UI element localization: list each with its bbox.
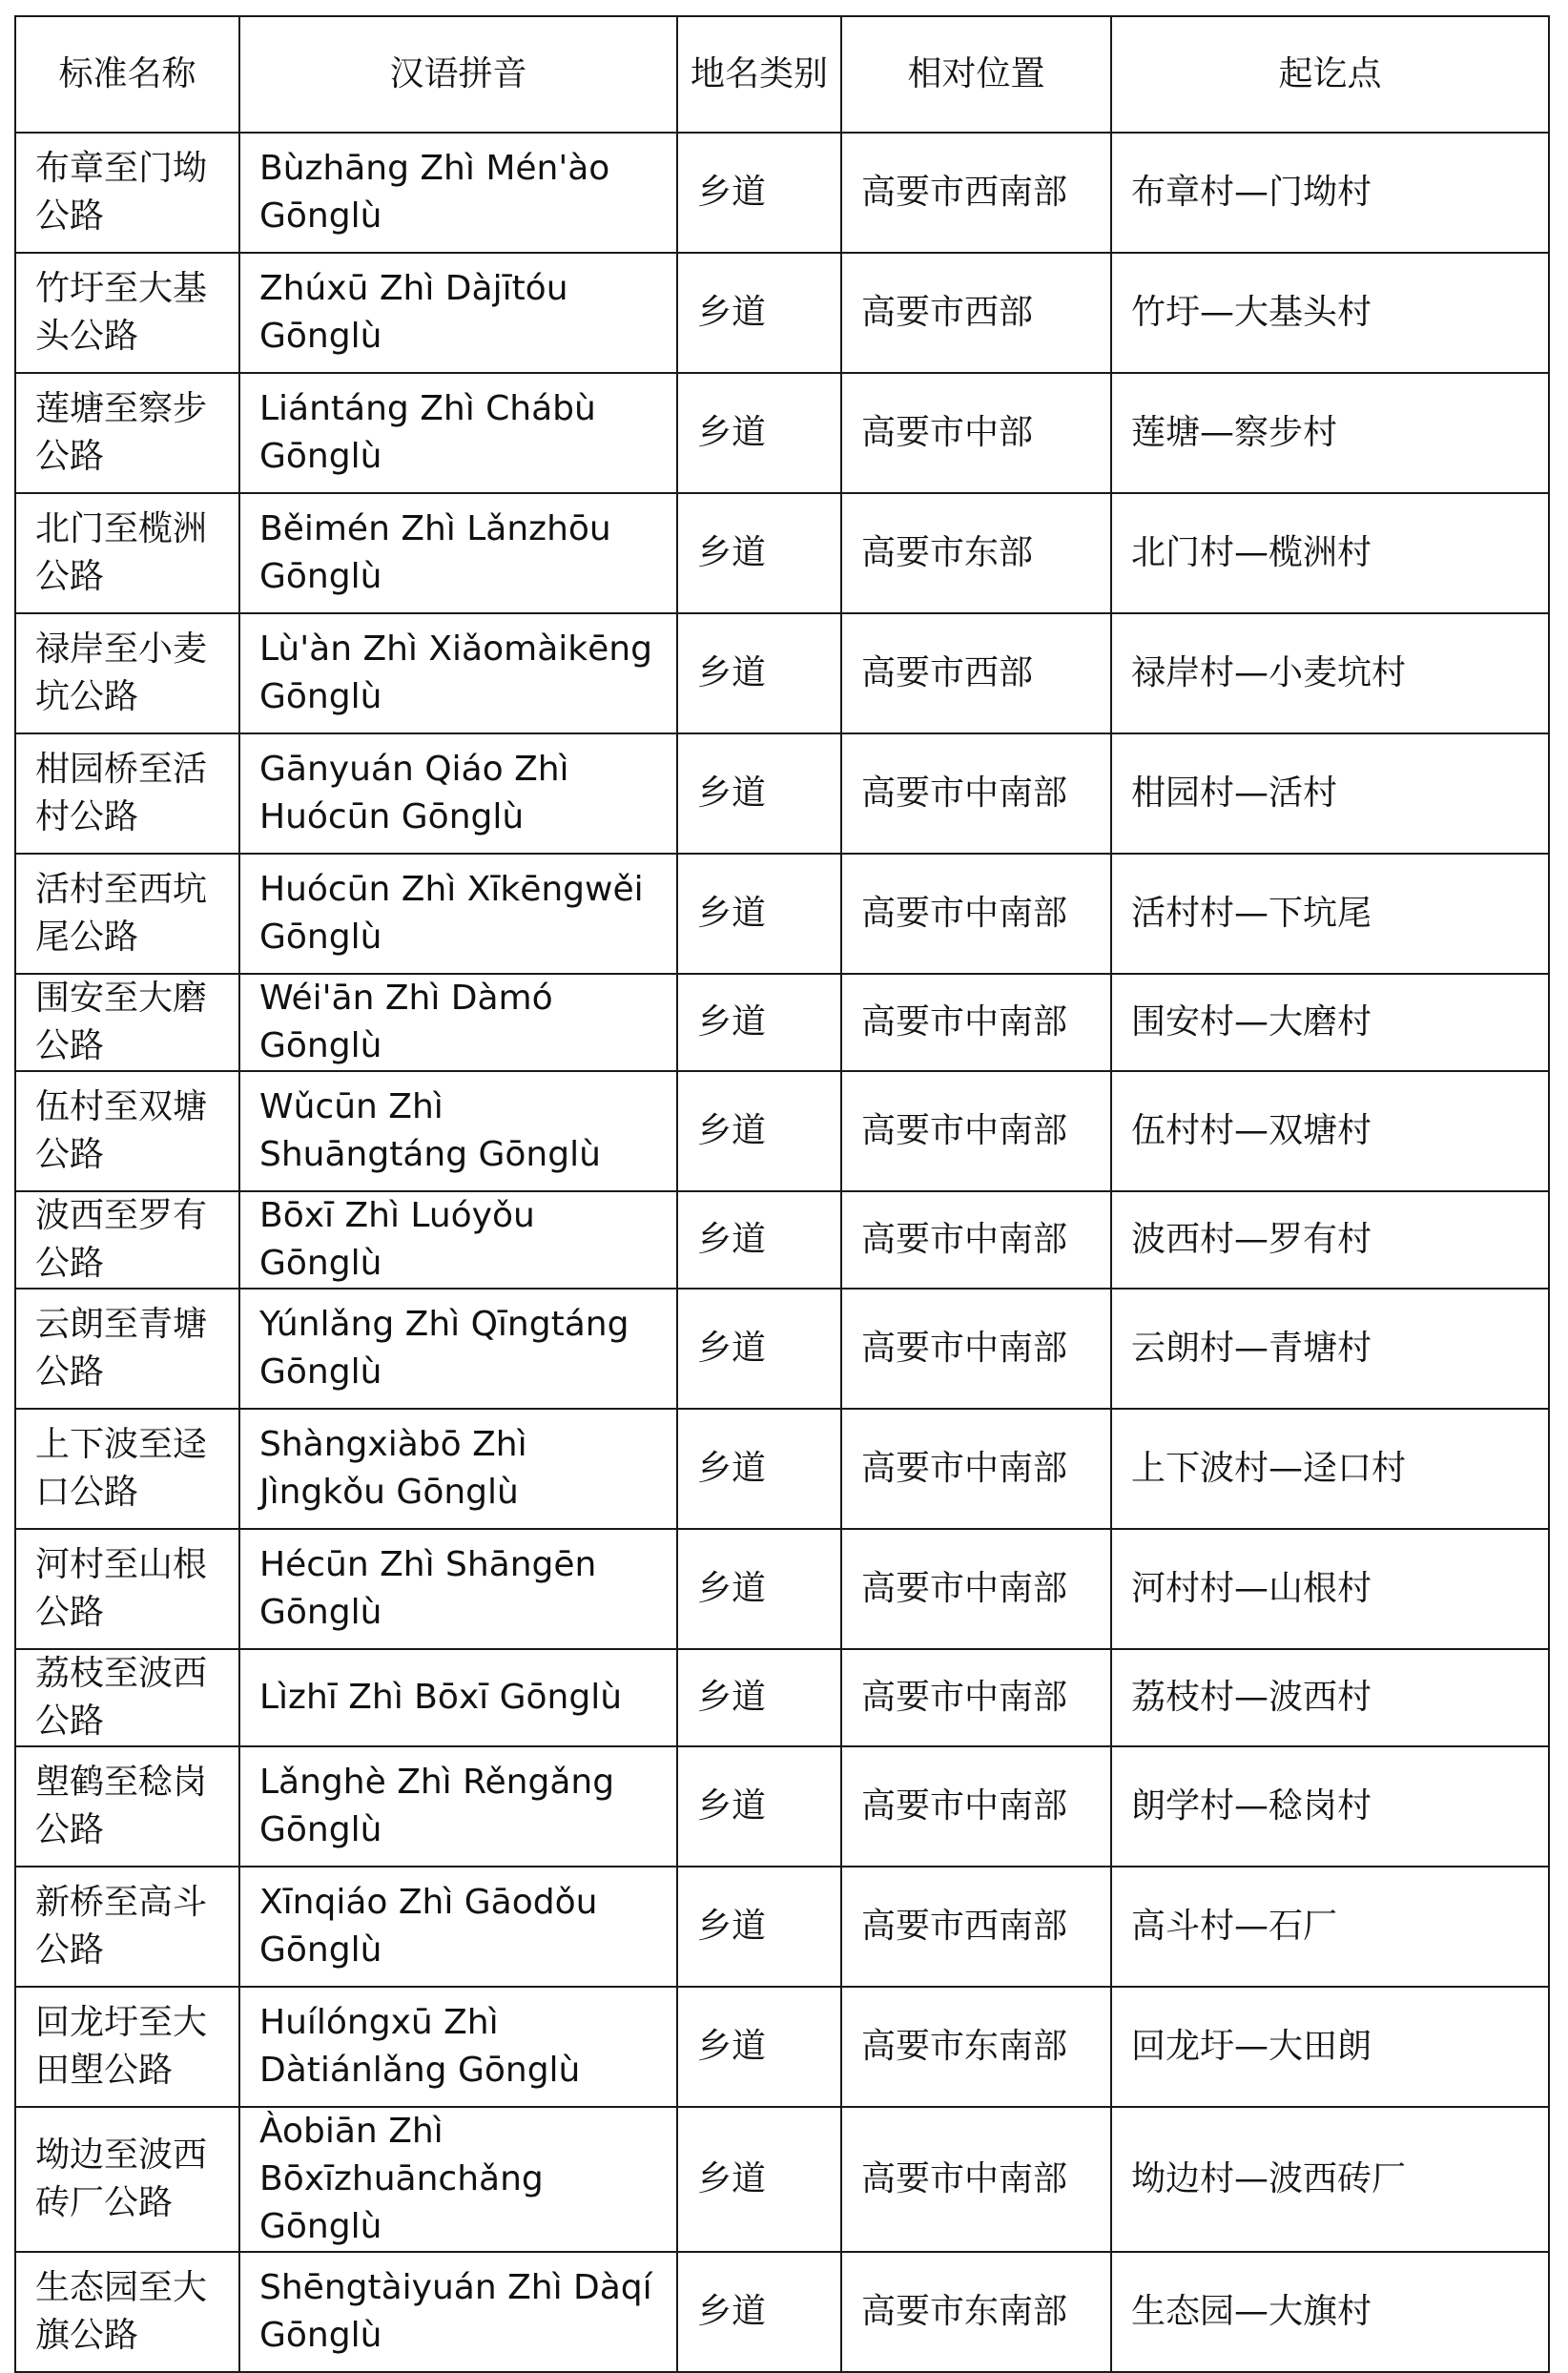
cell-pinyin: Lǎnghè Zhì Rěngǎng Gōnglù: [239, 1746, 677, 1867]
table-row: [15, 2107, 1549, 2252]
cell-type: 乡道: [677, 133, 841, 253]
cell-pinyin: Wéi'ān Zhì Dàmó Gōnglù: [239, 974, 677, 1071]
cell-pinyin: Bùzhāng Zhì Mén'ào Gōnglù: [239, 133, 677, 253]
table-row: [15, 1987, 1549, 2107]
cell-name: 禄岸至小麦坑公路: [15, 613, 239, 733]
cell-pinyin: Liántáng Zhì Chábù Gōnglù: [239, 373, 677, 493]
cell-name: 竹圩至大基头公路: [15, 253, 239, 373]
cell-endpoints: 上下波村—迳口村: [1111, 1409, 1549, 1529]
cell-endpoints: 波西村—罗有村: [1111, 1191, 1549, 1289]
table-row: [15, 854, 1549, 974]
cell-pinyin: Huílóngxū Zhì Dàtiánlǎng Gōnglù: [239, 1987, 677, 2107]
header-pinyin: 汉语拼音: [239, 16, 677, 133]
table-row: [15, 974, 1549, 1071]
cell-type: 乡道: [677, 253, 841, 373]
cell-name: 荔枝至波西公路: [15, 1649, 239, 1746]
cell-type: 乡道: [677, 613, 841, 733]
cell-name: 生态园至大旗公路: [15, 2252, 239, 2372]
table-row: [15, 1746, 1549, 1867]
cell-pinyin: Lù'àn Zhì Xiǎomàikēng Gōnglù: [239, 613, 677, 733]
cell-position: 高要市中南部: [841, 1071, 1111, 1191]
cell-position: 高要市西部: [841, 253, 1111, 373]
cell-type: 乡道: [677, 1746, 841, 1867]
cell-position: 高要市西南部: [841, 133, 1111, 253]
cell-name: 回龙圩至大田塱公路: [15, 1987, 239, 2107]
cell-endpoints: 北门村—榄洲村: [1111, 493, 1549, 613]
table-row: [15, 613, 1549, 733]
cell-name: 围安至大磨公路: [15, 974, 239, 1071]
cell-type: 乡道: [677, 854, 841, 974]
cell-name: 上下波至迳口公路: [15, 1409, 239, 1529]
cell-endpoints: 高斗村—石厂: [1111, 1867, 1549, 1987]
cell-name: 伍村至双塘公路: [15, 1071, 239, 1191]
cell-name: 布章至门坳公路: [15, 133, 239, 253]
cell-type: 乡道: [677, 1987, 841, 2107]
cell-pinyin: Lìzhī Zhì Bōxī Gōnglù: [239, 1649, 677, 1746]
cell-type: 乡道: [677, 1191, 841, 1289]
cell-endpoints: 河村村—山根村: [1111, 1529, 1549, 1649]
cell-position: 高要市西南部: [841, 1867, 1111, 1987]
cell-type: 乡道: [677, 1649, 841, 1746]
cell-name: 柑园桥至活村公路: [15, 733, 239, 854]
cell-pinyin: Wǔcūn Zhì Shuāngtáng Gōnglù: [239, 1071, 677, 1191]
cell-type: 乡道: [677, 1289, 841, 1409]
cell-endpoints: 活村村—下坑尾: [1111, 854, 1549, 974]
cell-endpoints: 禄岸村—小麦坑村: [1111, 613, 1549, 733]
cell-name: 活村至西坑尾公路: [15, 854, 239, 974]
cell-name: 云朗至青塘公路: [15, 1289, 239, 1409]
cell-name: 北门至榄洲公路: [15, 493, 239, 613]
cell-endpoints: 围安村—大磨村: [1111, 974, 1549, 1071]
cell-pinyin: Huócūn Zhì Xīkēngwěi Gōnglù: [239, 854, 677, 974]
cell-type: 乡道: [677, 373, 841, 493]
table-row: [15, 2252, 1549, 2372]
cell-type: 乡道: [677, 974, 841, 1071]
cell-endpoints: 荔枝村—波西村: [1111, 1649, 1549, 1746]
cell-pinyin: Běimén Zhì Lǎnzhōu Gōnglù: [239, 493, 677, 613]
cell-type: 乡道: [677, 1529, 841, 1649]
cell-position: 高要市中南部: [841, 1289, 1111, 1409]
cell-endpoints: 坳边村—波西砖厂: [1111, 2107, 1549, 2252]
cell-position: 高要市中南部: [841, 733, 1111, 854]
table-row: [15, 493, 1549, 613]
road-names-table: [14, 15, 1550, 2373]
table-row: [15, 1409, 1549, 1529]
cell-pinyin: Shēngtàiyuán Zhì Dàqí Gōnglù: [239, 2252, 677, 2372]
cell-position: 高要市中南部: [841, 2107, 1111, 2252]
header-place-type: 地名类别: [677, 16, 841, 133]
table-row: [15, 733, 1549, 854]
table-header-row: [15, 16, 1549, 133]
table-row: [15, 133, 1549, 253]
cell-pinyin: Yúnlǎng Zhì Qīngtáng Gōnglù: [239, 1289, 677, 1409]
cell-endpoints: 莲塘—察步村: [1111, 373, 1549, 493]
cell-endpoints: 竹圩—大基头村: [1111, 253, 1549, 373]
cell-type: 乡道: [677, 2107, 841, 2252]
cell-position: 高要市东南部: [841, 2252, 1111, 2372]
cell-endpoints: 伍村村—双塘村: [1111, 1071, 1549, 1191]
table-row: [15, 373, 1549, 493]
cell-pinyin: Bōxī Zhì Luóyǒu Gōnglù: [239, 1191, 677, 1289]
cell-type: 乡道: [677, 1409, 841, 1529]
cell-pinyin: Xīnqiáo Zhì Gāodǒu Gōnglù: [239, 1867, 677, 1987]
table-row: [15, 253, 1549, 373]
cell-pinyin: Hécūn Zhì Shāngēn Gōnglù: [239, 1529, 677, 1649]
cell-pinyin: Zhúxū Zhì Dàjītóu Gōnglù: [239, 253, 677, 373]
cell-position: 高要市中南部: [841, 1529, 1111, 1649]
table-row: [15, 1071, 1549, 1191]
cell-position: 高要市西部: [841, 613, 1111, 733]
header-endpoints: 起讫点: [1111, 16, 1549, 133]
cell-endpoints: 回龙圩—大田朗: [1111, 1987, 1549, 2107]
cell-endpoints: 布章村—门坳村: [1111, 133, 1549, 253]
cell-position: 高要市中南部: [841, 974, 1111, 1071]
cell-type: 乡道: [677, 493, 841, 613]
cell-type: 乡道: [677, 2252, 841, 2372]
table-row: [15, 1867, 1549, 1987]
cell-position: 高要市中部: [841, 373, 1111, 493]
table-row: [15, 1289, 1549, 1409]
table-row: [15, 1649, 1549, 1746]
cell-position: 高要市东南部: [841, 1987, 1111, 2107]
cell-pinyin: Gānyuán Qiáo Zhì Huócūn Gōnglù: [239, 733, 677, 854]
cell-position: 高要市中南部: [841, 1409, 1111, 1529]
cell-type: 乡道: [677, 1867, 841, 1987]
cell-position: 高要市中南部: [841, 854, 1111, 974]
cell-pinyin: Shàngxiàbō Zhì Jìngkǒu Gōnglù: [239, 1409, 677, 1529]
cell-name: 坳边至波西砖厂公路: [15, 2107, 239, 2252]
header-relative-position: 相对位置: [841, 16, 1111, 133]
cell-name: 莲塘至察步公路: [15, 373, 239, 493]
cell-name: 河村至山根公路: [15, 1529, 239, 1649]
table-row: [15, 1191, 1549, 1289]
cell-position: 高要市中南部: [841, 1746, 1111, 1867]
cell-endpoints: 云朗村—青塘村: [1111, 1289, 1549, 1409]
cell-type: 乡道: [677, 733, 841, 854]
table-row: [15, 1529, 1549, 1649]
cell-endpoints: 生态园—大旗村: [1111, 2252, 1549, 2372]
cell-endpoints: 柑园村—活村: [1111, 733, 1549, 854]
header-standard-name: 标准名称: [15, 16, 239, 133]
cell-endpoints: 朗学村—稔岗村: [1111, 1746, 1549, 1867]
cell-pinyin: Àobiān Zhì Bōxīzhuānchǎng Gōnglù: [239, 2107, 677, 2252]
cell-name: 波西至罗有公路: [15, 1191, 239, 1289]
cell-position: 高要市东部: [841, 493, 1111, 613]
cell-name: 塱鹤至稔岗公路: [15, 1746, 239, 1867]
cell-name: 新桥至高斗公路: [15, 1867, 239, 1987]
cell-type: 乡道: [677, 1071, 841, 1191]
cell-position: 高要市中南部: [841, 1191, 1111, 1289]
cell-position: 高要市中南部: [841, 1649, 1111, 1746]
